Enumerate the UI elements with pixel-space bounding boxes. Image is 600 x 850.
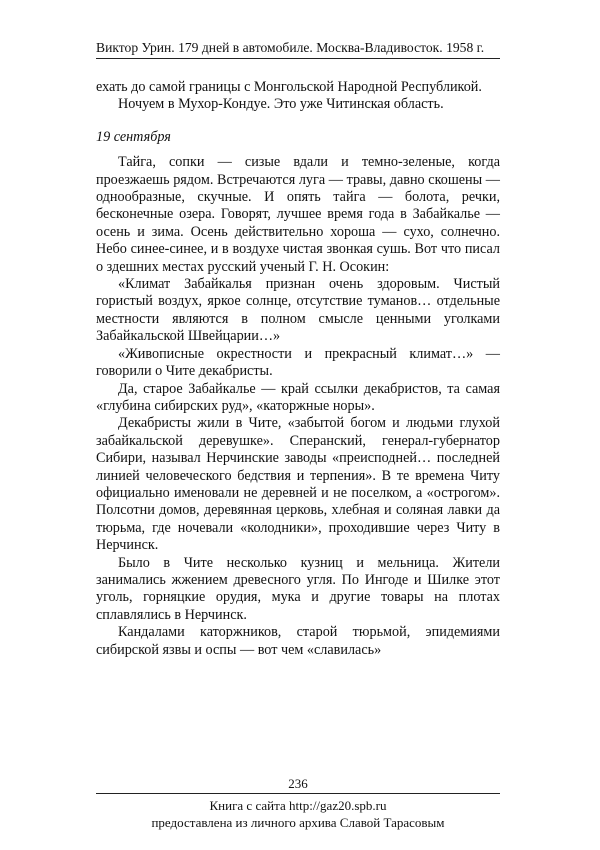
body-paragraph: Да, старое Забайкалье — край ссылки декабристов, та самая «глубина сибирских руд», «каторжные норы». <box>96 380 500 414</box>
footer-prefix: Книга с сайта <box>209 798 289 813</box>
header-divider <box>96 58 500 59</box>
body-paragraph: Тайга, сопки — сизые вдали и темно-зеленые, когда проезжаешь рядом. Встречаются луга — травы, давно скошены — однообразные, скучные. И опять тайга — болота, речки, бесконечные озера. Говорят, лучшее время года в Забайкалье — осень и зима. Осень действительно хороша — сухо, солнечно. Небо синее-синее, и в воздухе чистая звонкая сушь. Вот что писал о здешних местах русский ученый Г. Н. Осокин: <box>96 154 500 275</box>
quote-paragraph: «Живописные окрестности и прекрасный климат…» — говорили о Чите декабристы. <box>96 345 500 380</box>
footer <box>96 797 500 831</box>
page-content <box>96 79 500 659</box>
body-paragraph: Кандалами каторжников, старой тюрьмой, эпидемиями сибирской язвы и оспы — вот чем «славилась» <box>96 624 500 658</box>
body-paragraph: Декабристы жили в Чите, «забытой богом и людьми глухой забайкальской деревушке». Сперанский, генерал-губернатор Сибири, называл Нерчинские заводы «преисподней… последней линией человеческого бедствия и терпения». В те времена Читу официально именовали не деревней и не поселком, а «острогом». Полсотни домов, деревянная церковь, хлебная и соляная лавки да тюрьма, где ночевали «колодники», проходившие через Читу в Нерчинск. <box>96 415 500 554</box>
footer-source-line <box>96 797 500 814</box>
page-number: 236 <box>288 776 308 791</box>
intro-paragraph: ехать до самой границы с Монгольской Народной Республикой. <box>96 79 482 95</box>
footer-credit-line: предоставлена из личного архива Славой Тарасовым <box>151 815 445 830</box>
diary-date: 19 сентября <box>96 128 171 145</box>
body-paragraph: Было в Чите несколько кузниц и мельница. Жители занимались жжением древесного угля. По Ингоде и Шилке этот уголь, горняцкие орудия, мука и другие товары на плотах сплавлялись в Нерчинск. <box>96 554 500 623</box>
quote-paragraph: «Климат Забайкалья признан очень здоровым. Чистый гористый воздух, яркое солнце, отсутствие туманов… отдельные местности являются в полном смысле ценными уголками Забайкальской Швейцарии…» <box>96 276 500 345</box>
running-header: Виктор Урин. 179 дней в автомобиле. Москва-Владивосток. 1958 г. <box>96 40 485 55</box>
intro-paragraph: Ночуем в Мухор-Кондуе. Это уже Читинская область. <box>118 96 444 113</box>
footer-link[interactable]: http://gaz20.spb.ru <box>288 798 387 813</box>
footer-divider <box>96 793 500 794</box>
